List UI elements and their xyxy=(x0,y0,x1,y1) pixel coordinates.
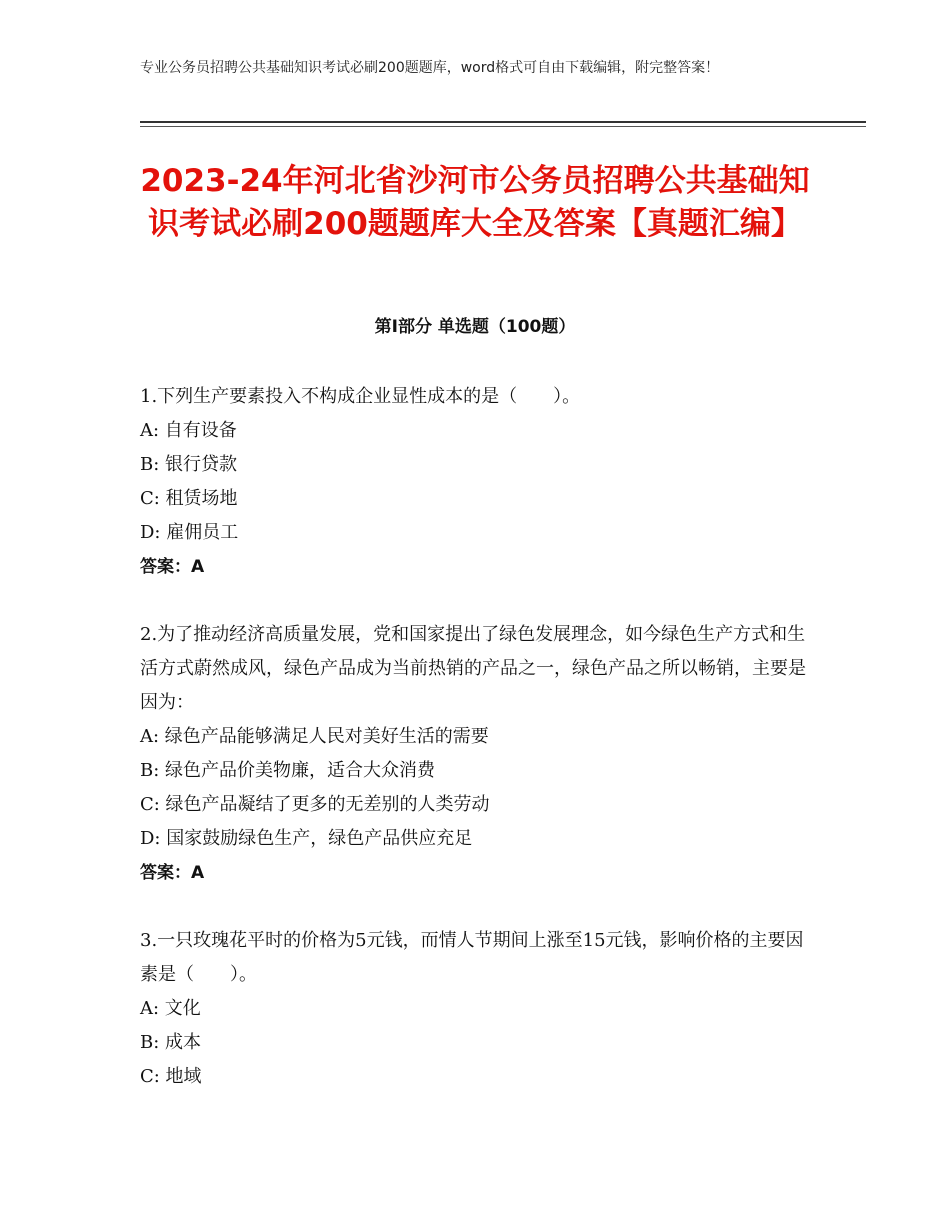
option-a: A: 文化 xyxy=(140,998,201,1019)
option-c: C: 租赁场地 xyxy=(140,488,238,509)
option-b: B: 绿色产品价美物廉，适合大众消费 xyxy=(140,760,436,781)
option-d: D: 国家鼓励绿色生产，绿色产品供应充足 xyxy=(140,828,473,849)
option-c: C: 绿色产品凝结了更多的无差别的人类劳动 xyxy=(140,794,490,815)
header-note: 专业公务员招聘公共基础知识考试必刷200题题库，word格式可自由下载编辑，附完整答案！ xyxy=(140,60,720,76)
question-1 xyxy=(140,380,810,584)
question-stem: 3.一只玫瑰花平时的价格为5元钱，而情人节期间上涨至15元钱，影响价格的主要因素是（ ）。 xyxy=(140,930,804,985)
option-a: A: 绿色产品能够满足人民对美好生活的需要 xyxy=(140,726,489,747)
option-c: C: 地域 xyxy=(140,1066,202,1087)
header-divider-thick xyxy=(140,121,866,123)
question-3 xyxy=(140,924,810,1094)
section-title: 第Ⅰ部分 单选题（100题） xyxy=(374,317,576,337)
header-divider-thin xyxy=(140,126,866,127)
question-2 xyxy=(140,618,810,890)
question-stem: 2.为了推动经济高质量发展，党和国家提出了绿色发展理念，如今绿色生产方式和生活方式蔚然成风，绿色产品成为当前热销的产品之一，绿色产品之所以畅销，主要是因为： xyxy=(140,624,806,713)
option-a: A: 自有设备 xyxy=(140,420,237,441)
option-b: B: 银行贷款 xyxy=(140,454,238,475)
document-title: 2023-24年河北省沙河市公务员招聘公共基础知识考试必刷200题题库大全及答案【真题汇编】 xyxy=(140,163,810,242)
question-stem: 1.下列生产要素投入不构成企业显性成本的是（ ）。 xyxy=(140,386,581,407)
option-b: B: 成本 xyxy=(140,1032,202,1053)
question-list xyxy=(140,380,810,1128)
answer: 答案：A xyxy=(140,557,205,577)
option-d: D: 雇佣员工 xyxy=(140,522,239,543)
answer: 答案：A xyxy=(140,863,205,883)
